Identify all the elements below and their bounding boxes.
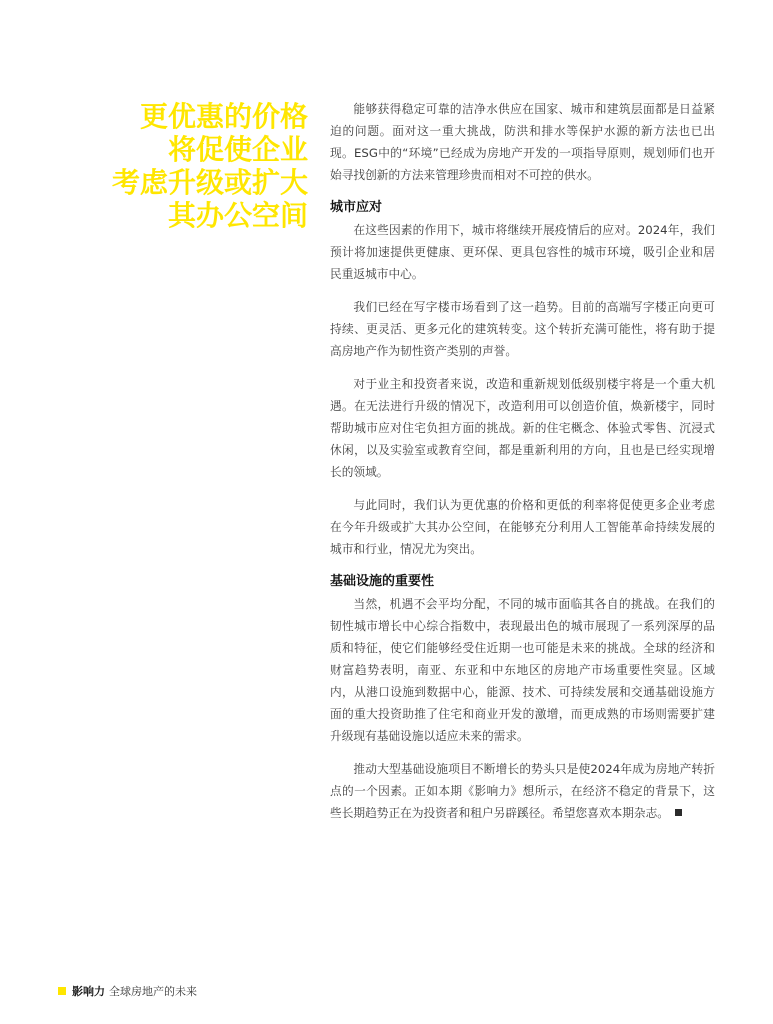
paragraph: 在这些因素的作用下，城市将继续开展疫情后的应对。2024年，我们预计将加速提供更健康、更环保、更具包容性的城市环境，吸引企业和居民重返城市中心。 bbox=[330, 223, 715, 281]
section-heading-infrastructure: 基础设施的重要性 bbox=[330, 574, 435, 589]
yellow-square-icon bbox=[58, 987, 66, 995]
pull-quote-line-2: 将促使企业 bbox=[167, 133, 308, 166]
paragraph: 我们已经在写字楼市场看到了这一趋势。目前的高端写字楼正向更可持续、更灵活、更多元化的建筑转变。这个转折充满可能性，将有助于提高房地产作为韧性资产类别的声誉。 bbox=[330, 300, 715, 358]
pull-quote bbox=[60, 100, 308, 232]
footer-brand: 影响力 bbox=[72, 985, 105, 998]
article-body bbox=[330, 98, 715, 835]
pull-quote-line-4: 其办公空间 bbox=[167, 199, 308, 232]
pull-quote-line-1: 更优惠的价格 bbox=[139, 100, 308, 133]
closing-paragraph bbox=[330, 758, 715, 824]
end-mark-icon bbox=[675, 809, 682, 816]
paragraph: 与此同时，我们认为更优惠的价格和更低的利率将促使更多企业考虑在今年升级或扩大其办公空间，在能够充分利用人工智能革命持续发展的城市和行业，情况尤为突出。 bbox=[330, 498, 715, 556]
paragraph: 对于业主和投资者来说，改造和重新规划低级别楼宇将是一个重大机遇。在无法进行升级的情况下，改造利用可以创造价值，焕新楼宇，同时帮助城市应对住宅负担方面的挑战。新的住宅概念、体验式零售、沉浸式休闲，以及实验室或教育空间，都是重新利用的方向，且也是已经实现增长的领域。 bbox=[330, 377, 715, 479]
footer-tagline: 全球房地产的未来 bbox=[109, 985, 197, 998]
paragraph: 当然，机遇不会平均分配，不同的城市面临其各自的挑战。在我们的韧性城市增长中心综合指数中，表现最出色的城市展现了一系列深厚的品质和特征，使它们能够经受住近期一也可能是未来的挑战。全球的经济和财富趋势表明，南亚、东亚和中东地区的房地产市场重要性突显。区域内，从港口设施到数据中心，能源、技术、可持续发展和交通基础设施方面的重大投资助推了住宅和商业开发的激增，而更成熟的市场则需要扩建升级现有基础设施以适应未来的需求。 bbox=[330, 597, 715, 743]
intro-paragraph: 能够获得稳定可靠的洁净水供应在国家、城市和建筑层面都是日益紧迫的问题。面对这一重大挑战，防洪和排水等保护水源的新方法也已出现。ESG中的“环境”已经成为房地产开发的一项指导原则，规划师们也开始寻找创新的方法来管理珍贵而相对不可控的供水。 bbox=[330, 102, 715, 182]
section-heading-city-response: 城市应对 bbox=[330, 200, 383, 215]
closing-text: 推动大型基础设施项目不断增长的势头只是使2024年成为房地产转折点的一个因素。正如本期《影响力》想所示，在经济不稳定的背景下，这些长期趋势正在为投资者和租户另辟蹊径。希望您喜欢本期杂志。 bbox=[330, 762, 715, 820]
pull-quote-line-3: 考虑升级或扩大 bbox=[111, 166, 308, 199]
page-footer bbox=[58, 985, 197, 999]
